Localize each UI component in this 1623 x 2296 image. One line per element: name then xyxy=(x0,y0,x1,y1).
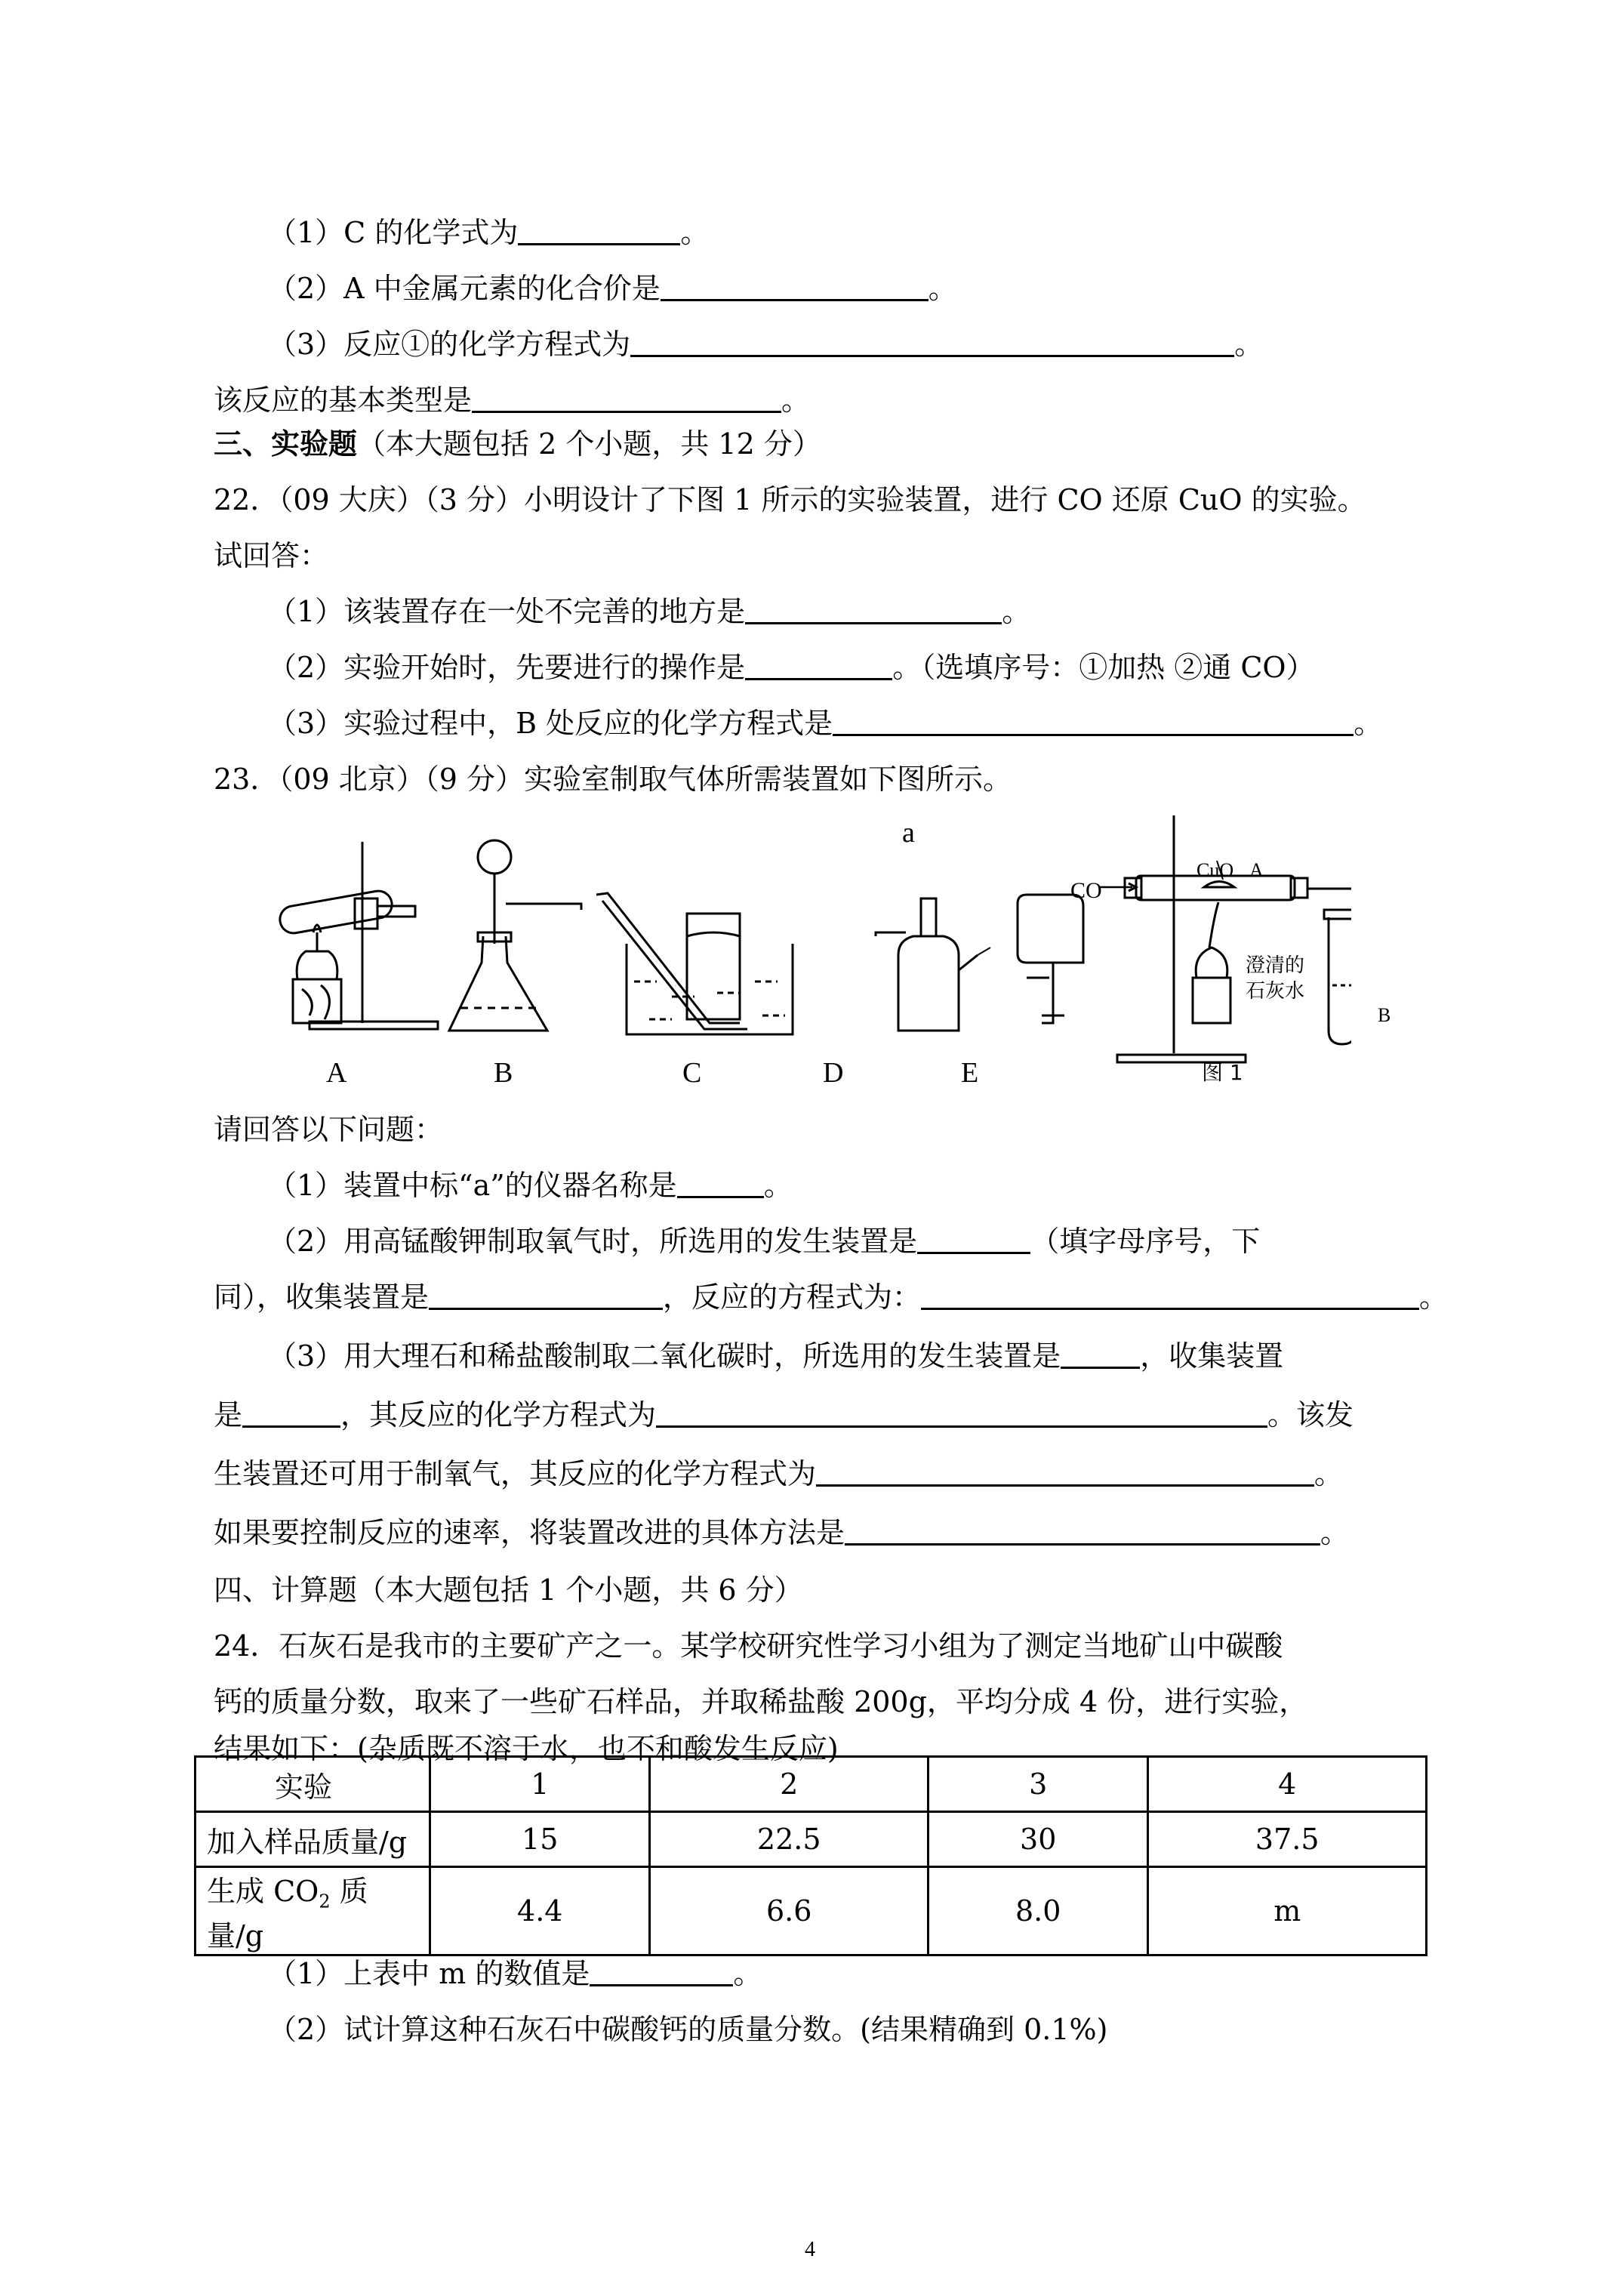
q21-line-3: （3）反应①的化学方程式为 。 xyxy=(268,328,1264,361)
q24-sub-1: （1）上表中 m 的数值是 。 xyxy=(268,1957,762,1990)
apparatus-d-icon xyxy=(876,898,990,1031)
answer-blank[interactable] xyxy=(661,270,929,301)
answer-blank[interactable] xyxy=(1061,1338,1140,1369)
q22-line-3: （3）实验过程中，B 处反应的化学方程式是 。 xyxy=(268,707,1383,740)
table-header-cell: 3 xyxy=(928,1757,1147,1812)
answer-blank[interactable] xyxy=(630,326,1234,357)
apparatus-label-a: A xyxy=(326,1057,347,1089)
q24-line-1: 24．石灰石是我市的主要矿产之一。某学校研究性学习小组为了测定当地矿山中碳酸 xyxy=(214,1629,1283,1663)
q23-line-1: （1）装置中标“a”的仪器名称是 。 xyxy=(268,1169,793,1202)
q23-line-2: （2）用高锰酸钾制取氧气时，所选用的发生装置是 （填字母序号，下 xyxy=(268,1225,1261,1258)
q24-sub-2: （2）试计算这种石灰石中碳酸钙的质量分数。(结果精确到 0.1%) xyxy=(268,2013,1108,2046)
answer-blank[interactable] xyxy=(472,382,781,413)
apparatus-label-c: C xyxy=(682,1057,702,1089)
apparatus-e-icon xyxy=(1018,895,1083,1023)
answer-blank[interactable] xyxy=(242,1397,340,1428)
answer-blank[interactable] xyxy=(656,1397,1267,1428)
section-4-heading: 四、计算题（本大题包括 1 个小题，共 6 分） xyxy=(214,1573,803,1607)
q21-line-1: （1）C 的化学式为 。 xyxy=(268,216,710,249)
q23-line-4: （3）用大理石和稀盐酸制取二氧化碳时，所选用的发生装置是 ，收集装置 xyxy=(268,1339,1284,1373)
table-header-cell: 1 xyxy=(430,1757,650,1812)
fig1-limewater-label: 澄清的 石灰水 xyxy=(1246,954,1305,1003)
table-cell: 6.6 xyxy=(650,1867,929,1955)
table-row xyxy=(196,1812,1427,1867)
q22-intro: 22．（09 大庆）（3 分）小明设计了下图 1 所示的实验装置，进行 CO 还原 CuO 的实验。 xyxy=(214,483,1366,516)
q23-intro: 23．（09 北京）（9 分）实验室制取气体所需装置如下图所示。 xyxy=(214,763,1012,796)
answer-blank[interactable] xyxy=(833,705,1354,736)
results-table xyxy=(194,1755,1427,1956)
table-cell: 4.4 xyxy=(430,1867,650,1955)
table-cell: 30 xyxy=(928,1812,1147,1867)
q22-intro-2: 试回答： xyxy=(214,539,329,572)
fig1-cuo-label: CuO xyxy=(1196,859,1234,881)
apparatus-label-b: B xyxy=(494,1057,513,1089)
apparatus-figure xyxy=(264,804,1351,1114)
section-3-heading: 三、实验题（本大题包括 2 个小题，共 12 分） xyxy=(214,427,821,461)
q23-line-6: 生装置还可用于制氧气，其反应的化学方程式为 。 xyxy=(214,1457,1344,1490)
table-cell: 8.0 xyxy=(928,1867,1147,1955)
table-cell: 15 xyxy=(430,1812,650,1867)
apparatus-c-icon xyxy=(596,893,793,1034)
answer-blank[interactable] xyxy=(917,1223,1030,1254)
q24-line-2: 钙的质量分数，取来了一些矿石样品，并取稀盐酸 200g，平均分成 4 份，进行实验， xyxy=(214,1685,1308,1718)
answer-blank[interactable] xyxy=(518,214,680,245)
answer-blank[interactable] xyxy=(745,649,892,680)
answer-blank[interactable] xyxy=(845,1515,1320,1546)
page-number: 4 xyxy=(805,2238,815,2261)
q21-line-4: 该反应的基本类型是 。 xyxy=(214,384,811,417)
table-header-cell: 实验 xyxy=(196,1757,430,1812)
table-row-label: 加入样品质量/g xyxy=(196,1812,430,1867)
apparatus-a-icon xyxy=(278,842,438,1029)
table-row-label: 生成 $CO_2$ 质量/g xyxy=(196,1867,430,1955)
q22-line-1: （1）该装置存在一处不完善的地方是 。 xyxy=(268,595,1031,628)
apparatus-b-icon xyxy=(449,840,581,1031)
table-header-cell: 4 xyxy=(1148,1757,1427,1812)
table-header-row xyxy=(196,1757,1427,1812)
q23-line-7: 如果要控制反应的速率，将装置改进的具体方法是 。 xyxy=(214,1516,1350,1549)
answer-blank[interactable] xyxy=(429,1279,663,1310)
answer-blank[interactable] xyxy=(677,1167,764,1198)
fig1-caption: 图 1 xyxy=(1202,1060,1243,1085)
table-cell: 37.5 xyxy=(1148,1812,1427,1867)
q23-prompt: 请回答以下问题： xyxy=(214,1113,444,1146)
q21-line-2: （2）A 中金属元素的化合价是 。 xyxy=(268,272,957,305)
answer-blank[interactable] xyxy=(745,593,1002,624)
table-header-cell: 2 xyxy=(650,1757,929,1812)
fig1-co-label: CO xyxy=(1070,878,1102,903)
answer-blank[interactable] xyxy=(921,1279,1419,1310)
apparatus-d-label-a: a xyxy=(902,817,915,849)
answer-blank[interactable] xyxy=(590,1955,733,1986)
table-cell: 22.5 xyxy=(650,1812,929,1867)
apparatus-label-e: E xyxy=(961,1057,979,1089)
fig1-a-label: A xyxy=(1249,859,1264,881)
q22-line-2: （2）实验开始时，先要进行的操作是 。（选填序号：①加热 ②通 CO） xyxy=(268,651,1315,684)
q23-line-3: 同），收集装置是 ，反应的方程式为： 。 xyxy=(214,1281,1449,1314)
q23-line-5: 是 ，其反应的化学方程式为 。该发 xyxy=(214,1398,1354,1432)
answer-blank[interactable] xyxy=(816,1456,1314,1487)
table-row xyxy=(196,1867,1427,1955)
table-cell: m xyxy=(1148,1867,1427,1955)
fig1-b-label: B xyxy=(1378,1004,1391,1026)
apparatus-label-d: D xyxy=(823,1057,844,1089)
q24-line-3: 结果如下：(杂质既不溶于水，也不和酸发生反应) xyxy=(214,1732,839,1765)
